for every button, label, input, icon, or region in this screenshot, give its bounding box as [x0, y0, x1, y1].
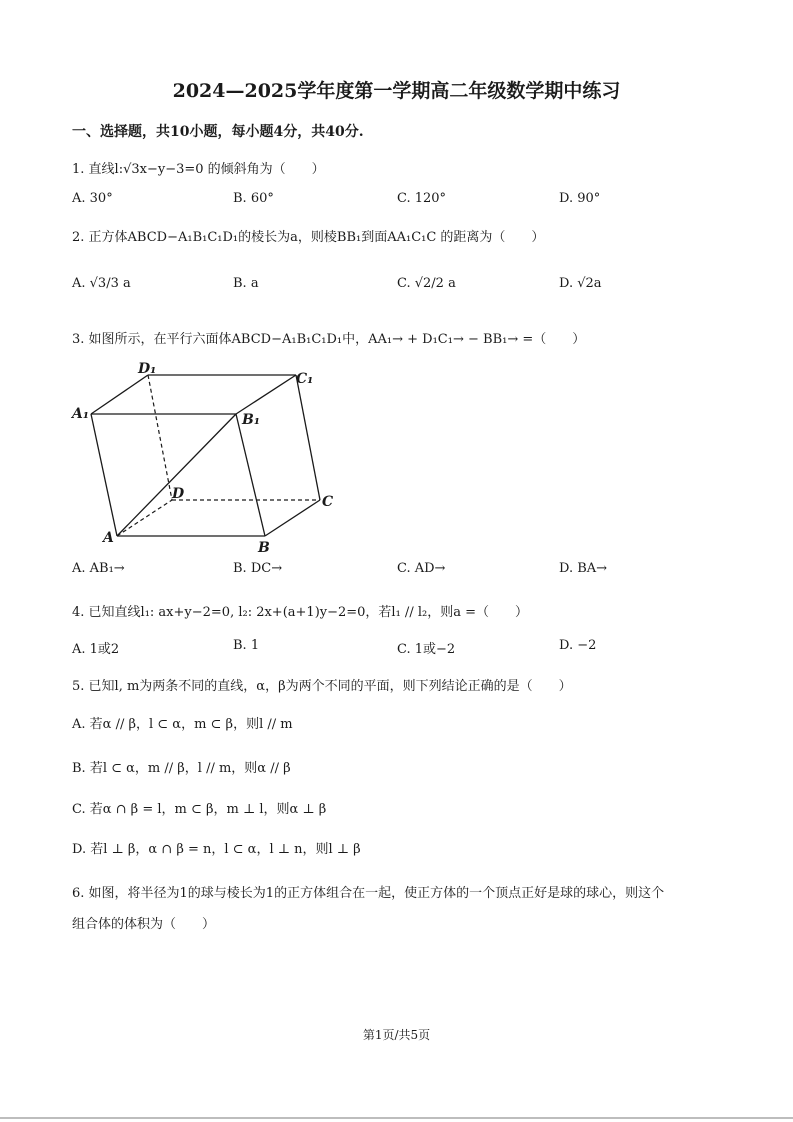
vertex-label-b: B: [258, 540, 270, 556]
question-2-option-d: D. √2a: [559, 276, 602, 291]
question-1-stem: 1. 直线l:√3x−y−3=0 的倾斜角为（ ）: [72, 162, 325, 177]
edge-b1-c1: [236, 375, 296, 414]
hidden-edge-a-d: [117, 500, 172, 536]
question-3-stem: 3. 如图所示，在平行六面体ABCD−A₁B₁C₁D₁中，AA₁→ + D₁C₁→ − BB₁→ =（ ）: [72, 332, 586, 347]
question-3-option-d: D. BA→: [559, 561, 608, 576]
vertex-label-a: A: [103, 530, 114, 546]
vertex-label-a1: A₁: [72, 406, 89, 422]
vertex-label-d: D: [172, 486, 185, 502]
parallelepiped-figure: [60, 360, 360, 560]
edge-c1-c: [296, 375, 320, 500]
edge-b-c: [265, 500, 320, 536]
question-5-option-d: D. 若l ⊥ β，α ∩ β = n，l ⊂ α，l ⊥ n，则l ⊥ β: [72, 842, 361, 857]
hidden-edge-d1-d: [148, 375, 172, 500]
question-2-option-b: B. a: [233, 276, 259, 291]
question-5-option-b: B. 若l ⊂ α，m // β，l // m，则α // β: [72, 761, 291, 776]
question-4-option-d: D. −2: [559, 638, 597, 653]
vertex-label-c1: C₁: [296, 371, 314, 387]
page-title: 2024—2025学年度第一学期高二年级数学期中练习: [172, 80, 621, 102]
question-4-option-b: B. 1: [233, 638, 260, 653]
question-5-stem: 5. 已知l, m为两条不同的直线，α，β为两个不同的平面，则下列结论正确的是（ ）: [72, 679, 572, 694]
question-3-option-a: A. AB₁→: [72, 561, 125, 576]
edge-a1-a: [91, 414, 117, 536]
question-6-stem-line1: 6. 如图，将半径为1的球与棱长为1的正方体组合在一起，使正方体的一个顶点正好是球的球心，则这个: [72, 886, 665, 901]
question-2-option-a: A. √3/3 a: [72, 276, 131, 291]
question-2-option-c: C. √2/2 a: [397, 276, 456, 291]
vertex-label-b1: B₁: [242, 412, 260, 428]
vertex-label-d1: D₁: [138, 361, 157, 377]
page-footer: 第1页/共5页: [362, 1028, 431, 1042]
question-5-option-c: C. 若α ∩ β = l，m ⊂ β，m ⊥ l，则α ⊥ β: [72, 802, 327, 817]
question-3-option-b: B. DC→: [233, 561, 283, 576]
question-1-option-a: A. 30°: [72, 191, 113, 206]
question-4-option-a: A. 1或2: [72, 642, 120, 657]
question-5-option-a: A. 若α // β，l ⊂ α，m ⊂ β，则l // m: [72, 717, 293, 732]
question-4-stem: 4. 已知直线l₁: ax+y−2=0, l₂: 2x+(a+1)y−2=0，若l₁ // l₂，则a =（ ）: [72, 605, 528, 620]
edge-d1-a1: [91, 375, 148, 414]
vertex-label-c: C: [322, 494, 334, 510]
diagonal-a-b1: [117, 414, 236, 536]
question-1-option-b: B. 60°: [233, 191, 274, 206]
edge-b1-b: [236, 414, 265, 536]
question-2-stem: 2. 正方体ABCD−A₁B₁C₁D₁的棱长为a，则棱BB₁到面AA₁C₁C 的距离为（ ）: [72, 230, 545, 245]
question-1-option-d: D. 90°: [559, 191, 601, 206]
section-heading: 一、选择题，共10小题，每小题4分，共40分.: [72, 124, 364, 140]
question-4-option-c: C. 1或−2: [397, 642, 456, 657]
bottom-divider: [0, 1117, 793, 1119]
question-3-option-c: C. AD→: [397, 561, 446, 576]
question-1-option-c: C. 120°: [397, 191, 447, 206]
question-6-stem-line2: 组合体的体积为（ ）: [72, 917, 216, 932]
